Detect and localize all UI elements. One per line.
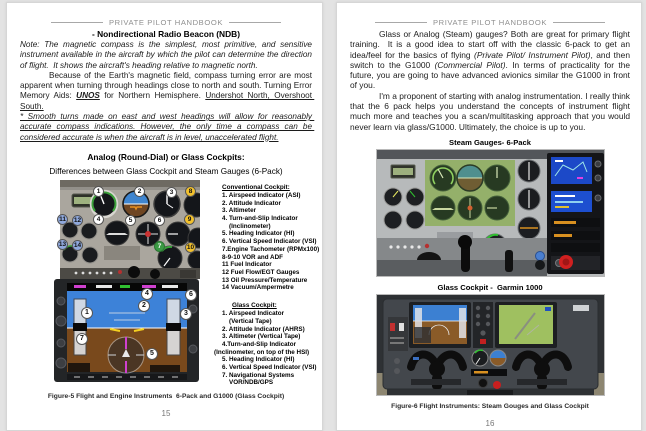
callout-6: 6 [185, 289, 197, 301]
callout-11: 11 [57, 214, 68, 225]
list-item: 5. Heading Indicator (HI) [222, 356, 295, 364]
list-item: 13 Oil Pressure/Temperature [222, 276, 308, 284]
callout-4: 4 [141, 288, 153, 300]
page-15 [6, 2, 323, 431]
steam-panel-illustration [60, 180, 200, 279]
list-item: 1. Airspeed Indicator [222, 310, 285, 318]
callout-8: 8 [185, 186, 196, 197]
callout-6: 6 [154, 215, 165, 226]
callout-9: 9 [184, 214, 195, 225]
avionics-stack [547, 153, 604, 274]
callout-10: 10 [186, 243, 195, 251]
figure5-caption: Figure-5 Flight and Engine Instruments 6-Pack and G1000 (Glass Cockpit) [47, 393, 285, 401]
list-item: 4. Turn-and-Slip Indicator [222, 215, 298, 223]
callout-3: 3 [180, 308, 192, 320]
callout-1: 1 [93, 186, 104, 197]
undershoot-overshoot-text: Undershot North, Overshoot South. [20, 91, 315, 111]
list-item: 1. Airspeed Indicator (ASI) [222, 191, 301, 199]
mfd-screen [495, 302, 557, 348]
figure5-images-column [54, 180, 201, 387]
private-instrument-pilot-italic: (Private Pilot/ Instrument Pilot) [474, 49, 591, 60]
callout-7: 7 [76, 333, 88, 345]
left-switch-panel [388, 317, 408, 351]
unos-acronym: UNOS [76, 91, 100, 101]
analog-glass-heading: Analog (Round-Dial) or Glass Cockpits: [87, 151, 245, 162]
callout-5: 5 [125, 215, 136, 226]
list-item: 2. Attitude Indicator (AHRS) [222, 325, 305, 333]
callout-5: 5 [146, 348, 158, 360]
mixture-knob [559, 255, 573, 269]
list-item: 7. Navigational Systems [222, 371, 295, 379]
list-item: 11 Fuel Indicator [222, 261, 272, 269]
compass-error-paragraph [20, 70, 315, 112]
list-item: 6. Vertical Speed Indicator (VSI) [222, 364, 317, 372]
glass-cockpit-list [208, 302, 319, 387]
figure6-caption: Figure-6 Flight Instruments: Steam Gouges and Glass Cockpit [391, 402, 589, 410]
page-header [20, 18, 312, 27]
list-item: 8-9-10 VOR and ADF [222, 253, 283, 261]
callout-3: 3 [166, 187, 177, 198]
commercial-pilot-italic: (Commercial Pilot) [434, 59, 506, 70]
paragraph-text: for Northern Hemisphere. [99, 91, 206, 101]
header-rule [553, 22, 605, 23]
paragraph-text: Glass or Analog (Steam) gauges? Both are great for primary flight training. It is a good idea to start off with the classic 6-pack to get an idea/feel for the basics of flying [350, 29, 633, 60]
header-rule [375, 22, 427, 23]
header-title: PRIVATE PILOT HANDBOOK [432, 18, 548, 27]
conventional-cockpit-heading: Conventional Cockpit: [222, 183, 290, 191]
turn-coordinator-gauge [105, 221, 129, 245]
note-paragraph: Note: The magnetic compass is the simplest, most primitive, and sensitive instrument available in the aircraft by which the pilot can determine the direction of flight. It shows the aircraft's heading relative to magnetic north. [20, 40, 315, 70]
page-header [350, 18, 630, 27]
hsi-compass [108, 337, 144, 373]
header-rule [51, 22, 103, 23]
blue-knob [535, 251, 544, 260]
callout-2: 2 [138, 300, 150, 312]
callout-1: 1 [81, 307, 93, 319]
center-stack [473, 302, 493, 348]
callout-12: 12 [73, 216, 82, 224]
g1000-cockpit-illustration [377, 295, 604, 395]
conventional-cockpit-list [208, 184, 319, 292]
smooth-turns-paragraph: * Smooth turns made on east and west headings will allow for reasonably accurate compass indications. However, the only time a compass can be considered accurate is when the aircraft is in level, unaccelerated flight. [20, 112, 315, 142]
mixture-knob [493, 381, 501, 389]
section-title-ndb: - Nondirectional Radio Beacon (NDB) [92, 29, 240, 39]
callout-14: 14 [73, 241, 82, 249]
list-item: 4.Turn-and-Slip Indicator [222, 340, 297, 348]
differences-subheading: Differences between Glass Cockpit and Steam Gauges (6-Pack) [49, 166, 283, 176]
list-item: 14 Vacuum/Ampermetre [222, 284, 294, 292]
list-item: 5. Heading Indicator (HI) [222, 230, 295, 238]
pfd-screen [409, 302, 471, 348]
callout-13: 13 [58, 240, 67, 248]
glass-cockpit-photo [376, 294, 605, 396]
list-item: 3. Altimeter (Vertical Tape) [222, 333, 301, 341]
list-item: 3. Altimeter [222, 207, 257, 215]
figure5-legend-column [201, 180, 319, 387]
page-16 [336, 2, 642, 431]
glass-cockpit-heading: Glass Cockpit: [232, 302, 277, 310]
glass-cockpit-title: Glass Cockpit - Garmin 1000 [437, 282, 543, 292]
figure5-area [54, 180, 320, 387]
paragraph-text: Because of the Earth's magnetic field, compass turning error are most apparent when turning through headings close to north and south. Turning Error Memory Aids: [20, 70, 315, 101]
page-number: 15 [161, 409, 171, 419]
g1000-pfd-illustration [54, 279, 199, 382]
callout-7: 7 [154, 241, 165, 252]
callout-4: 4 [93, 214, 104, 225]
callout-2: 2 [134, 186, 145, 197]
paragraph-text: , and then switch to the G1000 [350, 49, 633, 70]
list-item: 2. Attitude Indicator [222, 199, 281, 207]
list-item: 7.Engine Tachometer (RPMx100) [222, 245, 320, 253]
header-title: PRIVATE PILOT HANDBOOK [108, 18, 224, 27]
g1000-pfd-photo [54, 279, 199, 382]
steam-gauges-title: Steam Gauges- 6-Pack [449, 137, 531, 147]
list-item: 6. Vertical Speed Indicator (VSI) [222, 238, 317, 246]
list-item: 12 Fuel Flow/EGT Gauges [222, 269, 300, 276]
steam-cockpit-illustration [377, 150, 604, 276]
header-rule [229, 22, 281, 23]
glass-vs-analog-paragraph [350, 29, 633, 91]
list-item: (Inclinometer) [229, 222, 271, 230]
steam-panel-photo [60, 180, 200, 279]
list-item: VOR/NDB/GPS [229, 379, 274, 387]
steam-gauges-photo [376, 149, 605, 277]
paragraph-text: . In terms of practicality for the future, you are going to have advanced avionics similar the G1000 in front of you. [350, 59, 633, 91]
proponent-paragraph: I'm a proponent of starting with analog instrumentation. I really think that the 6 pack helps you understand the concepts of instrument flight much more and teaches you a scan/multitasking approach that you would never learn via glass/G1000. Ultimately, the choice is up to you. [350, 90, 633, 132]
page-number: 16 [485, 418, 495, 428]
list-item: (Vertical Tape) [229, 317, 272, 325]
list-item: (Inclinometer, on top of the HSI) [214, 348, 310, 356]
